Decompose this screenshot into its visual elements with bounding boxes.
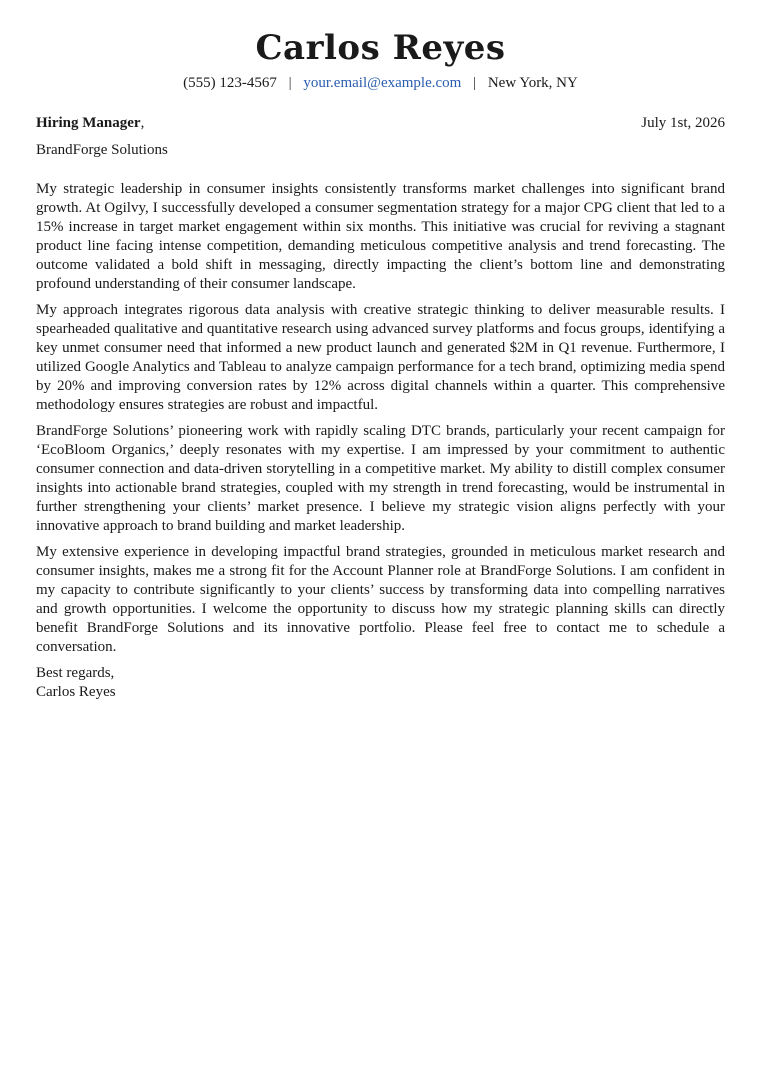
body-paragraph: My strategic leadership in consumer insights consistently transforms market challenges into significant brand growth. At Ogilvy, I successfully developed a consumer segmentation strategy for a major CPG client that led to a 15% increase in target market engagement within six months. This initiative was crucial for reviving a stagnant product line facing intense competition, demanding meticulous competitive analysis and trend forecasting. The outcome validated a bold shift in messaging, directly impacting the client’s bottom line and demonstrating profound understanding of their consumer landscape. (36, 181, 725, 292)
email-link[interactable]: your.email@example.com (303, 75, 462, 91)
recipient-punctuation: , (140, 115, 145, 131)
applicant-name: Carlos Reyes (255, 28, 506, 68)
location: New York, NY (487, 75, 578, 91)
contact-separator: | (473, 75, 477, 91)
contact-separator: | (288, 75, 292, 91)
recipient-name: Hiring Manager (36, 115, 141, 131)
letter-date: July 1st, 2026 (641, 115, 725, 131)
closing-block (36, 664, 725, 702)
company-name: BrandForge Solutions (36, 142, 168, 158)
letter-body (36, 180, 725, 657)
recipient-date-row (36, 113, 725, 133)
recipient (36, 113, 144, 133)
cover-letter-page (36, 28, 725, 702)
contact-line (36, 73, 725, 93)
closing-salutation: Best regards, (36, 665, 115, 681)
signature-name: Carlos Reyes (36, 684, 116, 700)
body-paragraph: My approach integrates rigorous data analysis with creative strategic thinking to deliver measurable results. I spearheaded qualitative and quantitative research using advanced survey platforms and focus groups, identifying a key unmet consumer need that informed a new product launch and generated $2M in Q1 revenue. Furthermore, I utilized Google Analytics and Tableau to analyze campaign performance for a tech brand, optimizing media spend by 20% and improving conversion rates by 12% across digital channels within a quarter. This comprehensive methodology ensures strategies are robust and impactful. (36, 302, 725, 413)
phone-number: (555) 123-4567 (183, 75, 277, 91)
body-paragraph: My extensive experience in developing impactful brand strategies, grounded in meticulous market research and consumer insights, makes me a strong fit for the Account Planner role at BrandForge Solutions. I am confident in my capacity to contribute significantly to your clients’ success by transforming data into compelling narratives and growth opportunities. I welcome the opportunity to discuss how my strategic planning skills can directly benefit BrandForge Solutions and its innovative portfolio. Please feel free to contact me to schedule a conversation. (36, 544, 725, 655)
body-paragraph: BrandForge Solutions’ pioneering work with rapidly scaling DTC brands, particularly your recent campaign for ‘EcoBloom Organics,’ deeply resonates with my expertise. I am impressed by your commitment to authentic consumer connection and data-driven storytelling in a competitive market. My ability to distill complex consumer insights into actionable brand strategies, coupled with my strength in trend forecasting, would be instrumental in further strengthening your clients’ market presence. I believe my strategic vision aligns perfectly with your innovative approach to brand building and market leadership. (36, 423, 725, 534)
